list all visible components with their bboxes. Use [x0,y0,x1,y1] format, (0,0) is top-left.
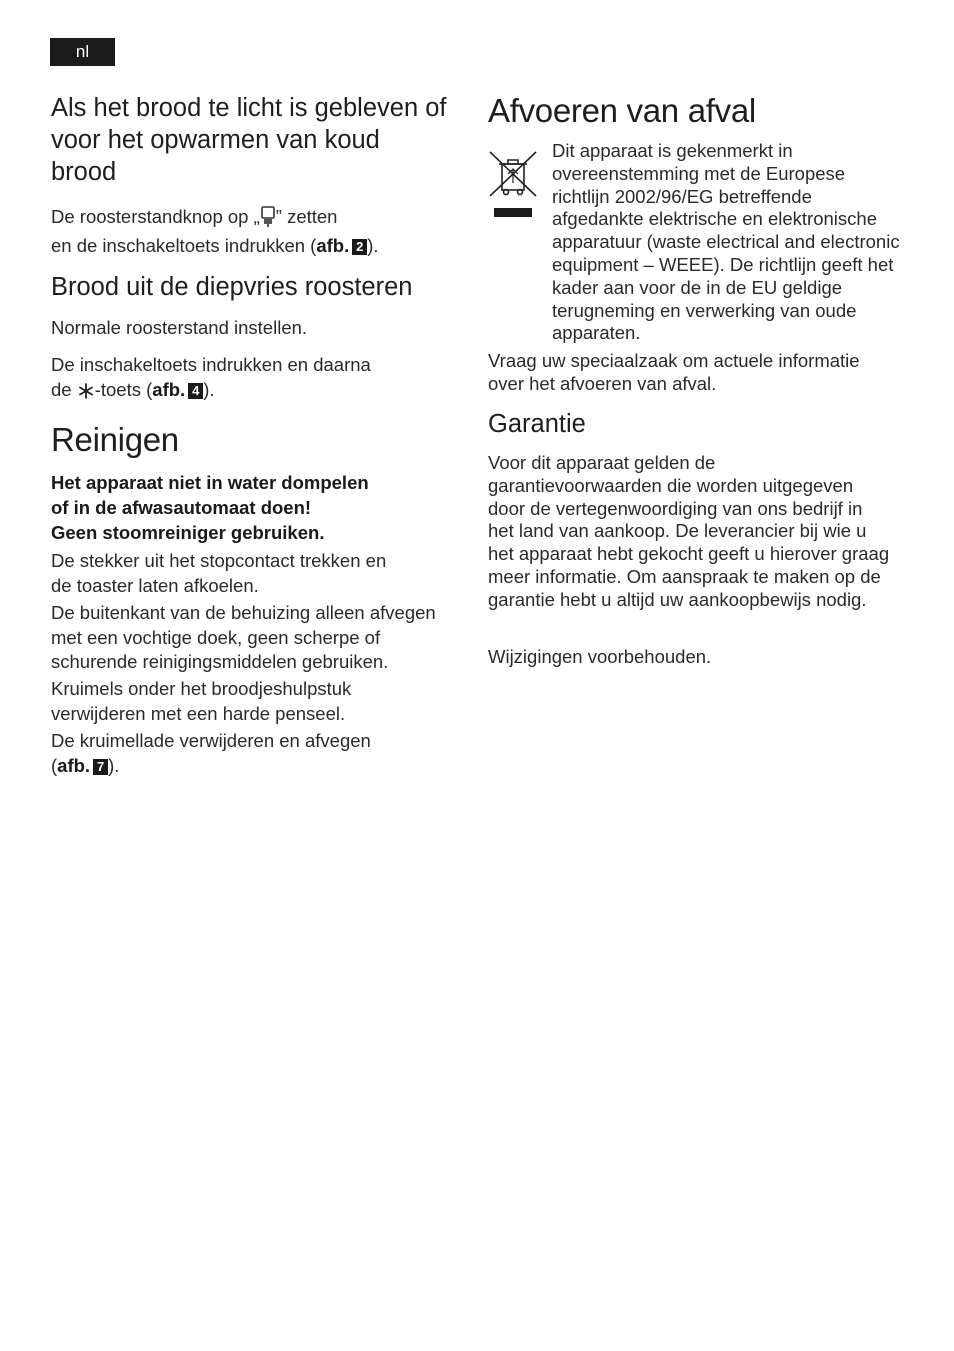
text-fragment: ( [51,754,58,776]
paragraph-unplug: De stekker uit het stopcontact trekken en de toaster laten afkoelen. [51,550,387,596]
heading-light-bread: Als het brood te licht is gebleven of voor het opwarmen van koud brood [51,94,447,186]
figure-ref: afb. [152,378,186,400]
figure-ref: afb. [57,754,91,776]
paragraph-light-bread [51,205,461,258]
paragraph-weee: Dit apparaat is gekenmerkt in overeenstemming met de Europese richtlijn 2002/96/EG betreffende afgedankte elektrische en elektronische apparatuur (waste electrical and electronic equipment – WEEE). De richtlijn geeft het kader aan voor de in de EU geldige terugneming en verwerking van oude apparaten. [552,140,900,344]
paragraph-defrost [51,353,461,406]
heading-warranty: Garantie [488,410,586,438]
warning-line: Geen stoomreiniger gebruiken. [51,522,325,543]
text-fragment: De roosterstandknop op „ [51,206,260,227]
paragraph-crumb-tray [51,729,461,778]
text-fragment: de [51,378,77,400]
text-fragment: -toets ( [94,378,153,400]
weee-crossed-bin-icon [488,150,540,220]
paragraph-normal-setting: Normale roosterstand instellen. [51,317,308,338]
text-fragment: De kruimellade verwijderen en afvegen [51,730,371,751]
heading-disposal: Afvoeren van afval [488,92,756,129]
language-tab: nl [50,38,115,66]
heading-frozen-bread: Brood uit de diepvries roosteren [51,273,413,301]
text-fragment: ). [367,234,379,256]
text-fragment: en de inschakeltoets indrukken ( [51,234,317,256]
figure-number-badge: 2 [352,239,367,255]
warning-line: of in de afwasautomaat doen! [51,497,312,518]
text-fragment: ). [203,378,215,400]
cleaning-warning [51,470,461,545]
text-fragment: De inschakeltoets indrukken en daarna [51,354,371,375]
paragraph-wipe-housing: De buitenkant van de behuizing alleen afvegen met een vochtige doek, geen scherpe of schurende reinigingsmiddelen gebruiken. [51,602,436,672]
paragraph-warranty: Voor dit apparaat gelden de garantievoorwaarden die worden uitgegeven door de vertegenwoordiging van ons bedrijf in het land van aankoop. De leverancier bij wie u het apparaat hebt gekocht geeft u hierover graag meer informatie. Om aanspraak te maken op de garantie hebt u altijd uw aankoopbewijs nodig. [488,452,890,610]
text-fragment: ” zetten [275,206,338,227]
paragraph-crumbs: Kruimels onder het broodjeshulpstuk verwijderen met een harde penseel. [51,678,352,724]
paragraph-ask-dealer: Vraag uw speciaalzaak om actuele informatie over het afvoeren van afval. [488,350,860,394]
warning-line: Het apparaat niet in water dompelen [51,472,369,493]
text-fragment: ). [108,754,120,776]
figure-number-badge: 4 [188,383,203,399]
paragraph-changes-reserved: Wijzigingen voorbehouden. [488,646,712,667]
figure-ref: afb. [316,234,350,256]
warm-bread-setting-icon [260,205,276,234]
figure-number-badge: 7 [93,759,108,775]
snowflake-icon [77,382,95,407]
heading-cleaning: Reinigen [51,421,179,458]
